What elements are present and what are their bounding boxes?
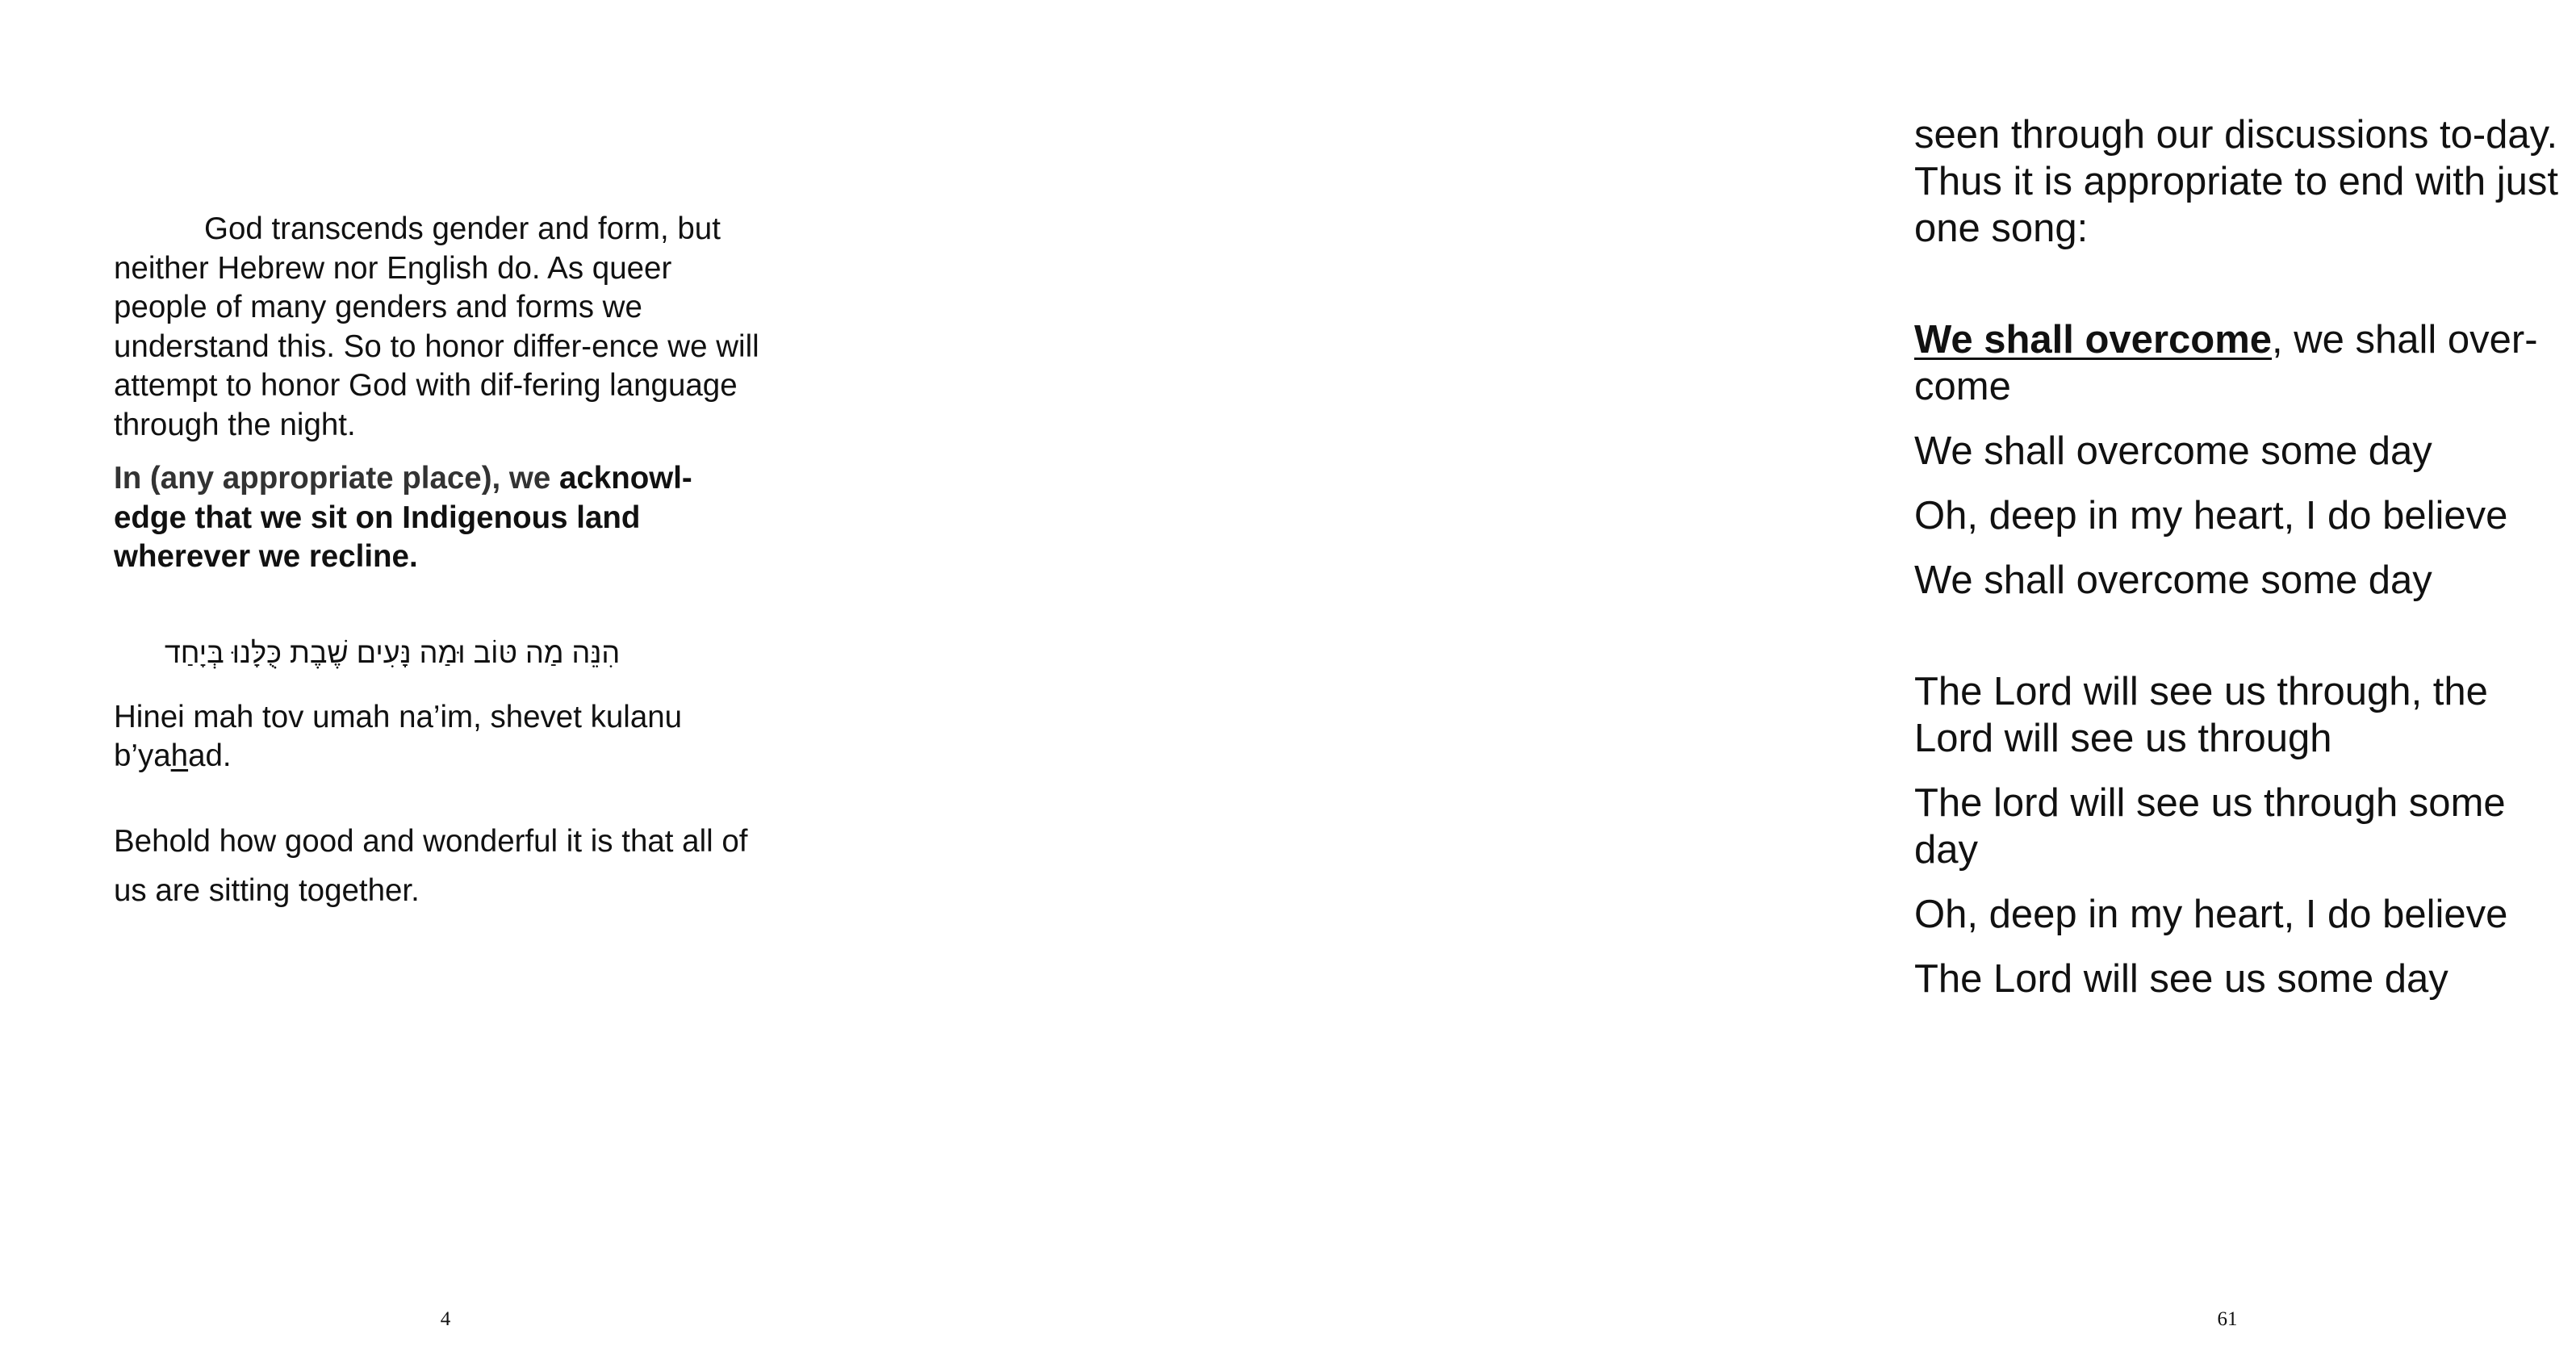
land-acknowledgement xyxy=(114,459,759,577)
right-intro-paragraph: seen through our discussions to-day. Thus it is appropriate to end with just one song: xyxy=(1914,113,2559,250)
transliteration-underlined-letter: h xyxy=(170,738,189,773)
song-title: We shall overcome xyxy=(1914,318,2273,362)
right-page-body xyxy=(1914,111,2576,1002)
page-number-right: 61 xyxy=(2217,1308,2238,1330)
lyric-line: The lord will see us through some day xyxy=(1914,781,2506,872)
song-first-line-rest: , we shall over-come xyxy=(1914,318,2538,408)
page-number-left: 4 xyxy=(440,1308,451,1330)
transliteration-end: ad. xyxy=(188,738,232,773)
land-acknowledgement-rest: acknowl-edge that we sit on Indigenous land wherever we recline. xyxy=(114,461,692,574)
lyric-line: We shall overcome some day xyxy=(1914,558,2432,602)
english-translation: Behold how good and wonderful it is that all of us are sitting together. xyxy=(114,823,748,908)
lyric-line: We shall overcome some day xyxy=(1914,429,2432,473)
intro-paragraph: God transcends gender and form, but neither Hebrew nor English do. As queer people of many genders and forms we understand this. So to honor differ-ence we will attempt to honor God with dif-fering language through the night. xyxy=(114,211,759,442)
lyric-line: The Lord will see us some day xyxy=(1914,957,2448,1001)
land-acknowledgement-prefix: In (any appropriate place), we xyxy=(114,461,559,496)
transliteration-start: Hinei mah tov umah na’im, shevet kulanu b’ya xyxy=(114,699,683,773)
right-page xyxy=(888,0,2559,1372)
song-first-line xyxy=(1914,316,2576,410)
lyric-line: Oh, deep in my heart, I do believe xyxy=(1914,494,2508,538)
transliteration xyxy=(114,698,759,776)
lyric-line: Oh, deep in my heart, I do believe xyxy=(1914,893,2508,936)
left-page-body xyxy=(114,210,759,915)
hebrew-verse: הִנֵּה מַה טּוֹב וּמַה נָּעִים שֶׁבֶת כֻּלָּנוּ בְּיָחַד xyxy=(164,635,621,669)
left-page xyxy=(0,0,888,1372)
lyric-line: The Lord will see us through, the Lord will see us through xyxy=(1914,670,2488,760)
